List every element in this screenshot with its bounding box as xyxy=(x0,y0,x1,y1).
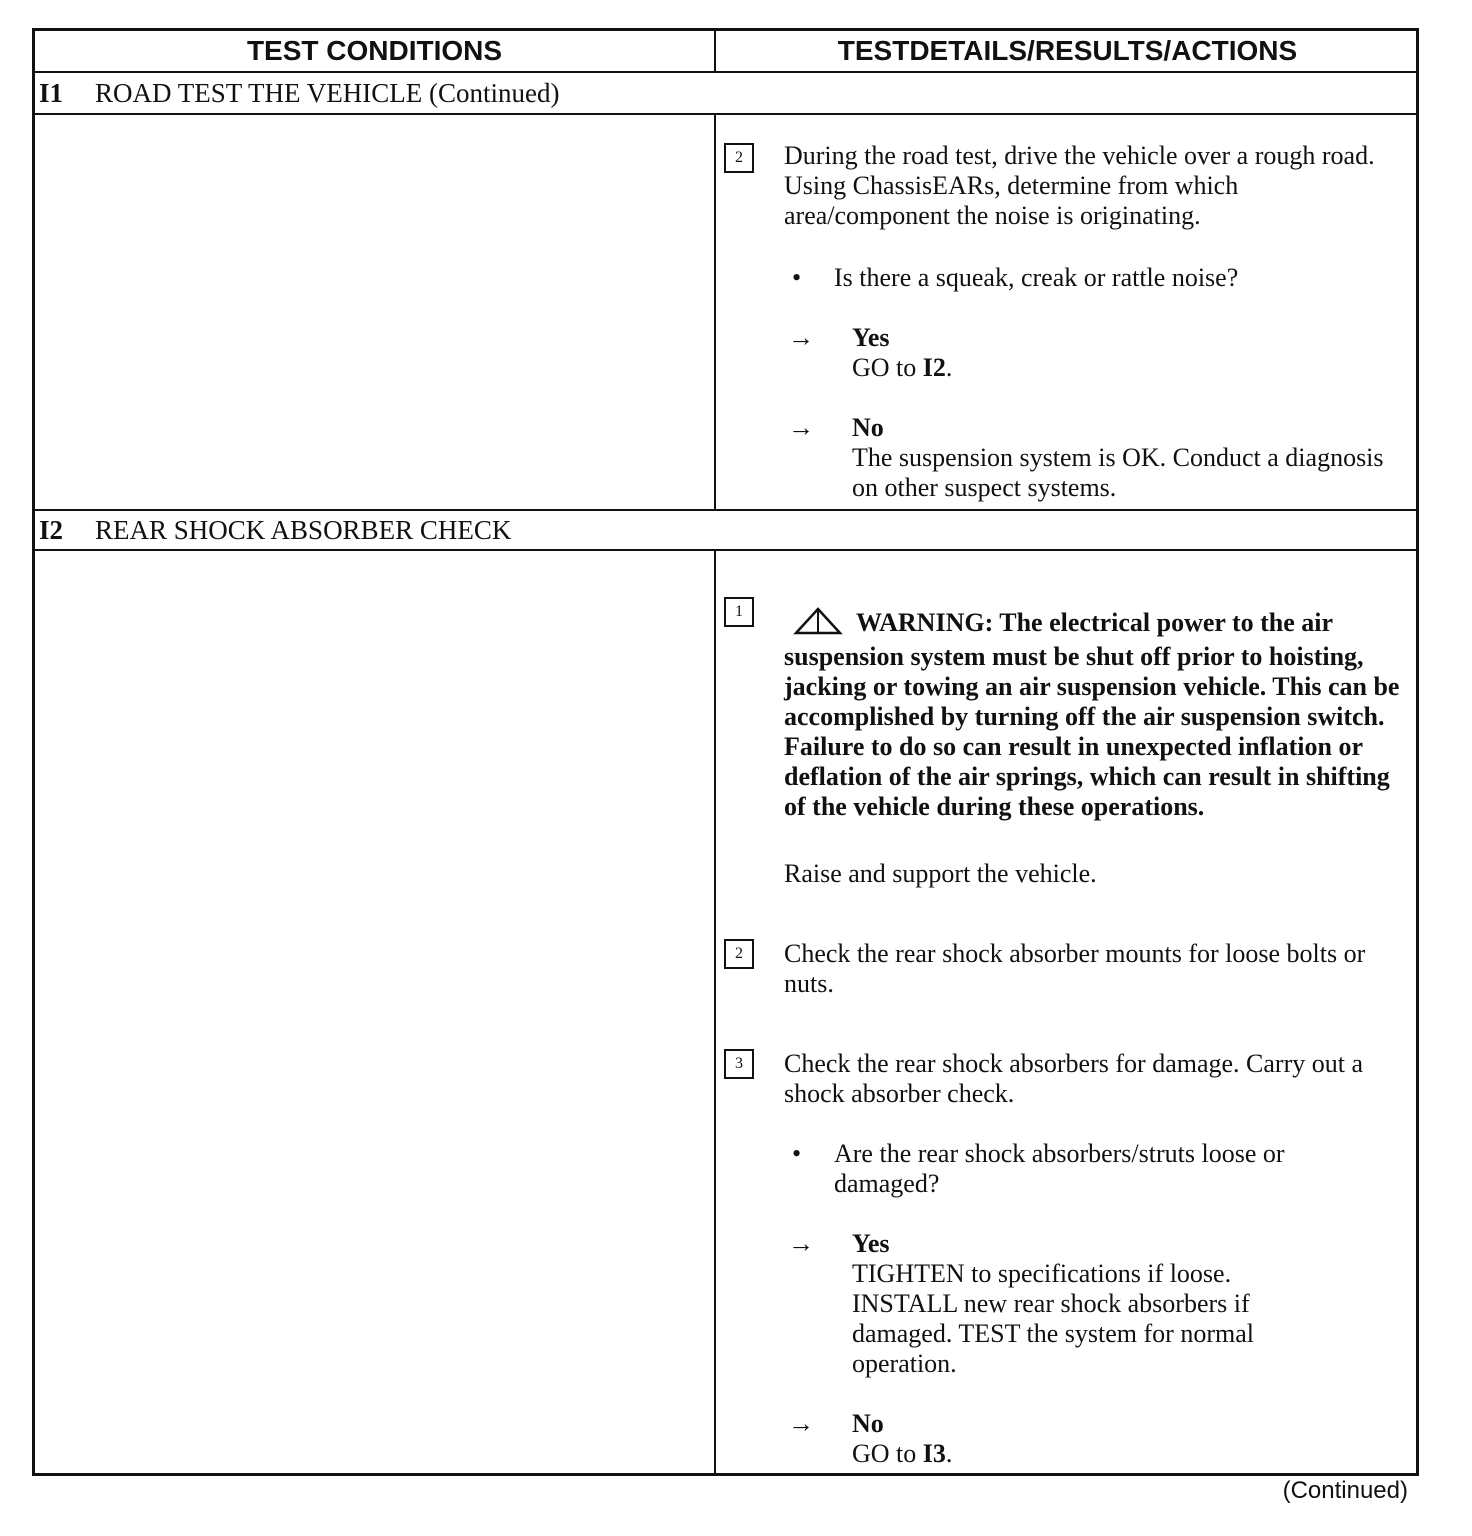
no-result-body xyxy=(852,413,1392,503)
no-action-target: I3 xyxy=(922,1439,946,1468)
bullet-icon: • xyxy=(792,1139,802,1168)
section-title-text: REAR SHOCK ABSORBER CHECK xyxy=(95,515,512,545)
yes-action-target: I2 xyxy=(922,353,946,382)
header-test-details: TESTDETAILS/RESULTS/ACTIONS xyxy=(837,35,1298,66)
no-action-prefix: GO to xyxy=(852,1439,923,1468)
no-action xyxy=(852,1439,1372,1469)
no-action-suffix: . xyxy=(945,1439,953,1468)
header-divider xyxy=(35,71,1416,73)
step-text: Check the rear shock absorber mounts for loose bolts or nuts. xyxy=(784,939,1366,998)
yes-result-body xyxy=(852,1229,1342,1379)
section-i2-details xyxy=(716,549,1419,1476)
warning-text xyxy=(784,607,1409,822)
step-number-box: 2 xyxy=(724,939,754,969)
step-number-box: 1 xyxy=(724,597,754,627)
diagnostic-table xyxy=(32,28,1419,1476)
section-title-i2 xyxy=(39,515,511,546)
section-title-text: ROAD TEST THE VEHICLE (Continued) xyxy=(95,78,560,108)
no-label: No xyxy=(852,413,884,442)
yes-label: Yes xyxy=(852,1229,890,1258)
yes-label: Yes xyxy=(852,323,890,352)
section-i1-details xyxy=(716,113,1419,509)
step-text: During the road test, drive the vehicle over a rough road. Using ChassisEARs, determine from which area/component the noise is originating. xyxy=(784,141,1375,230)
header-test-conditions: TEST CONDITIONS xyxy=(246,35,503,66)
step-text: Check the rear shock absorbers for damage. Carry out a shock absorber check. xyxy=(784,1049,1363,1108)
section-divider-i2 xyxy=(35,509,1416,511)
question-text: Is there a squeak, creak or rattle noise? xyxy=(834,263,1239,292)
section-code: I1 xyxy=(39,78,64,108)
right-arrow-icon: → xyxy=(788,1409,814,1438)
right-arrow-icon: → xyxy=(788,323,814,352)
bullet-icon: • xyxy=(792,263,802,292)
step-number-box: 2 xyxy=(724,143,754,173)
yes-result-body xyxy=(852,323,1372,383)
right-arrow-icon: → xyxy=(788,413,814,442)
right-arrow-icon: → xyxy=(788,1229,814,1258)
yes-action-prefix: GO to xyxy=(852,353,923,382)
section-code: I2 xyxy=(39,515,64,545)
step-text: Raise and support the vehicle. xyxy=(784,859,1097,888)
question-text: Are the rear shock absorbers/struts loose or damaged? xyxy=(834,1139,1285,1198)
no-label: No xyxy=(852,1409,884,1438)
yes-action xyxy=(852,353,1372,383)
no-action: The suspension system is OK. Conduct a diagnosis on other suspect systems. xyxy=(852,443,1384,502)
section-title-i1 xyxy=(39,78,559,109)
warning-triangle-icon xyxy=(792,607,844,642)
yes-action: TIGHTEN to specifications if loose. INSTALL new rear shock absorbers if damaged. TEST the system for normal operation. xyxy=(852,1259,1254,1378)
no-result-body xyxy=(852,1409,1372,1469)
step-number-box: 3 xyxy=(724,1049,754,1079)
yes-action-suffix: . xyxy=(945,353,953,382)
continued-label: (Continued) xyxy=(1282,1477,1408,1504)
warning-message: WARNING: The electrical power to the air suspension system must be shut off prior to hoisting, jacking or towing an air suspension vehicle. This can be accomplished by turning off the air suspension switch. Failure to do so can result in unexpected inflation or deflation of the air springs, which can result in shifting of the vehicle during these operations. xyxy=(784,608,1400,821)
